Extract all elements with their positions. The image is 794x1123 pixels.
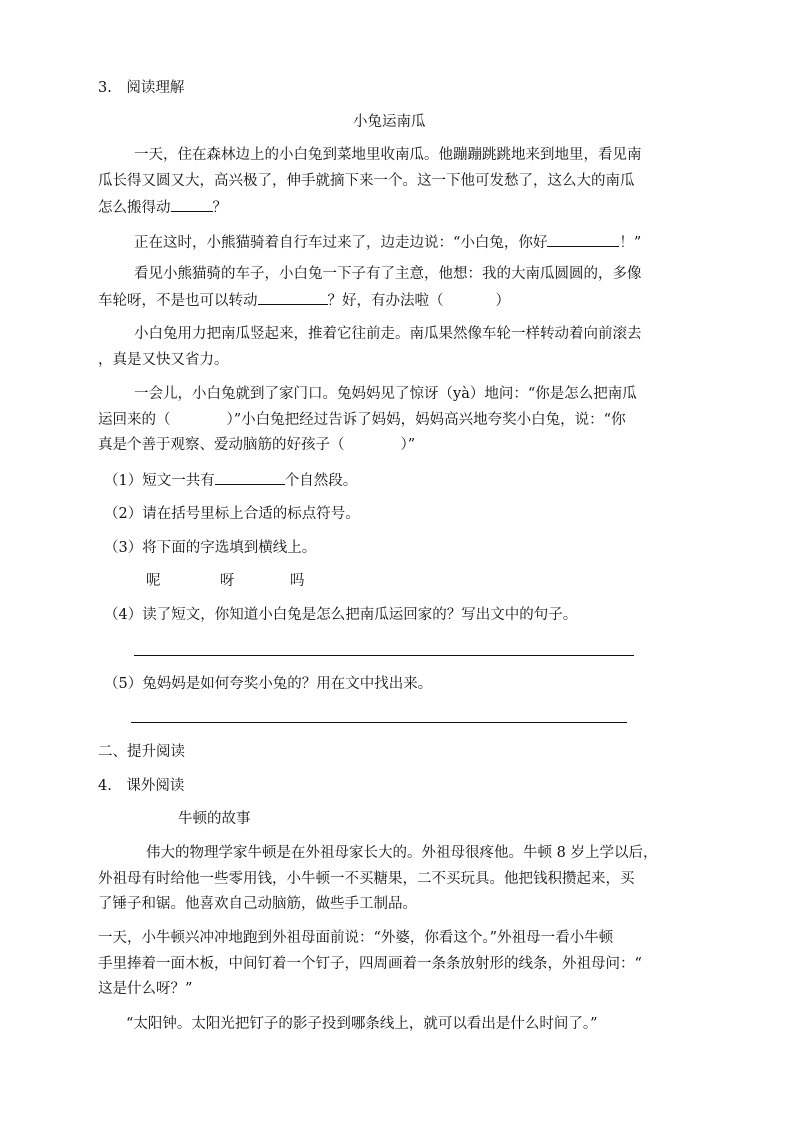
q3-p5-line3-end: ）” (400, 437, 416, 453)
q3-p2 (134, 231, 641, 253)
sub-question-3: （3）将下面的字选填到横线上。 (104, 540, 317, 556)
q3-p3-line2 (98, 289, 510, 311)
q4-p1-line2: 外祖母有时给他一些零用钱，小牛顿一不买糖果，二不买玩具。他把钱积攒起来，买 (98, 871, 635, 887)
blank-line-1[interactable] (171, 196, 213, 212)
blank-line-count[interactable] (215, 469, 285, 485)
word-choice-2: 呀 (220, 573, 235, 589)
question-3-heading: 3. 阅读理解 (98, 80, 185, 96)
q3-p3-line2-mid: ？好，有办法啦（ (327, 293, 444, 309)
sub-question-1 (104, 469, 357, 491)
q4-p1-line1: 伟大的物理学家牛顿是在外祖母家长大的。外祖母很疼他。牛顿 8 岁上学以后， (146, 845, 658, 861)
q3-p3-line2-end: ） (495, 293, 510, 309)
passage-title-newton: 牛顿的故事 (178, 811, 251, 827)
answer-line-5[interactable] (131, 722, 627, 723)
q4-p2-line2: 手里捧着一面木板，中间钉着一个钉子，四周画着一条条放射形的线条，外祖母问：“ (98, 956, 642, 972)
word-choice-1: 呢 (146, 573, 161, 589)
q3-p3-line1: 看见小熊猫骑的车子，小白兔一下子有了主意，他想：我的大南瓜圆圆的，多像 (134, 266, 642, 282)
q3-p4-line1: 小白兔用力把南瓜竖起来，推着它往前走。南瓜果然像车轮一样转动着向前滚去 (134, 326, 642, 342)
q3-p5-line3-text: 真是个善于观察、爱动脑筋的好孩子（ (98, 437, 345, 453)
q3-p1-line3 (98, 196, 227, 218)
q3-p2-text: 正在这时，小熊猫骑着自行车过来了，边走边说：“小白兔，你好 (134, 235, 548, 251)
sub-question-1-end: 个自然段。 (284, 473, 358, 489)
sub-question-5: （5）兔妈妈是如何夸奖小兔的？用在文中找出来。 (104, 676, 433, 692)
q4-p2-line3: 这是什么呀？” (98, 981, 193, 997)
answer-line-4[interactable] (134, 655, 634, 656)
q3-p5-line1: 一会儿，小白兔就到了家门口。兔妈妈见了惊讶（yà）地问：“你是怎么把南瓜 (134, 386, 637, 402)
q3-p5-line3 (98, 435, 415, 455)
q4-p3: “太阳钟。太阳光把钉子的影子投到哪条线上，就可以看出是什么时间了。” (126, 1016, 598, 1032)
passage-title-pumpkin: 小兔运南瓜 (353, 114, 426, 130)
sub-question-4: （4）读了短文，你知道小白兔是怎么把南瓜运回家的？写出文中的句子。 (104, 607, 578, 623)
q3-p1-line3-text: 怎么搬得动 (98, 200, 171, 216)
q3-p3-line2-text: 车轮呀，不是也可以转动 (98, 293, 258, 309)
sub-question-1-text: （1）短文一共有 (104, 473, 215, 489)
q3-p2-end: ！” (619, 235, 642, 251)
q3-p1-line1: 一天，住在森林边上的小白兔到菜地里收南瓜。他蹦蹦跳跳地来到地里，看见南 (134, 147, 642, 163)
blank-line-3[interactable] (258, 289, 328, 305)
q3-p4-line2: ，真是又快又省力。 (98, 352, 229, 368)
question-4-heading: 4. 课外阅读 (98, 778, 185, 794)
q3-p1-line3-end: ？ (212, 200, 227, 216)
q3-p5-line2 (98, 410, 626, 430)
blank-line-2[interactable] (547, 231, 619, 247)
q3-p5-line2-end: ）”小白兔把经过告诉了妈妈，妈妈高兴地夸奖小白兔，说：“你 (226, 412, 626, 428)
sub-question-2: （2）请在括号里标上合适的标点符号。 (104, 506, 360, 522)
q3-p1-line2: 瓜长得又圆又大，高兴极了，伸手就摘下来一个。这一下他可发愁了，这么大的南瓜 (98, 173, 635, 189)
q4-p2-line1: 一天，小牛顿兴冲冲地跑到外祖母面前说：“外婆，你看这个。”外祖母一看小牛顿 (98, 930, 614, 946)
q3-p5-line2-text: 运回来的（ (98, 412, 171, 428)
section-2-heading: 二、提升阅读 (98, 744, 185, 760)
word-choice-3: 吗 (290, 573, 305, 589)
q4-p1-line3: 了锤子和锯。他喜欢自己动脑筋，做些手工制品。 (98, 896, 417, 912)
